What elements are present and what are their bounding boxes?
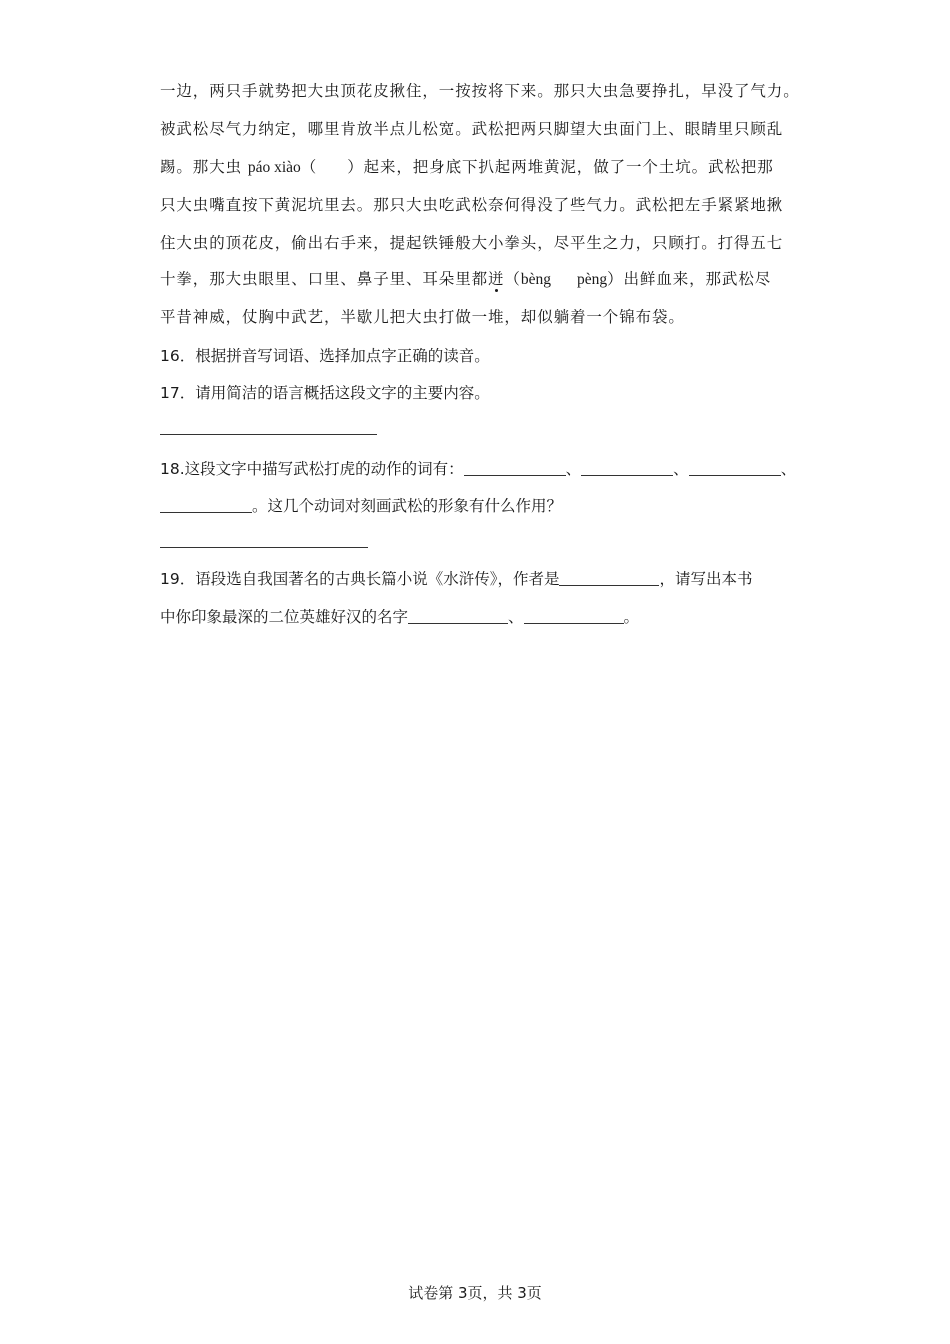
passage-line: 一边，两只手就势把大虫顶花皮揪住，一按按将下来。那只大虫急要挣扎，早没了气力。 xyxy=(160,82,800,100)
open-paren: （ xyxy=(504,270,521,288)
separator: 、 xyxy=(780,460,797,478)
question-18 xyxy=(160,457,796,479)
separator: 、 xyxy=(508,608,524,626)
q19-author-blank[interactable] xyxy=(559,571,659,586)
q19-hero-blank-1[interactable] xyxy=(408,609,508,624)
page-number: 试卷第 3页，共 3页 xyxy=(408,1284,542,1302)
passage-line xyxy=(160,155,774,177)
question-18-cont xyxy=(160,494,562,516)
pinyin-prompt: páo xiào xyxy=(247,159,301,176)
question-18-text: 。这几个动词对刻画武松的形象有什么作用？ xyxy=(252,497,563,515)
question-19-text: ，请写出本书 xyxy=(659,570,753,588)
passage-line: 住大虫的顶花皮，偷出右手来，提起铁锤般大小拳头，尽平生之力，只顾打。打得五七 xyxy=(160,234,784,252)
question-19-cont xyxy=(160,605,639,627)
question-17: 17．请用简洁的语言概括这段文字的主要内容。 xyxy=(160,384,490,402)
passage-line: 只大虫嘴直按下黄泥坑里去。那只大虫吃武松奈何得没了些气力。武松把左手紧紧地揪 xyxy=(160,196,784,214)
close-paren: ） xyxy=(347,158,364,176)
passage-line: 被武松尽气力纳定，哪里肯放半点儿松宽。武松把两只脚望大虫面门上、眼睛里只顾乱 xyxy=(160,120,784,138)
dotted-character: 迸 xyxy=(488,270,505,288)
question-16: 16．根据拼音写词语、选择加点字正确的读音。 xyxy=(160,347,490,365)
open-paren: （ xyxy=(300,158,318,176)
question-19-text: 19．语段选自我国著名的古典长篇小说《水浒传》，作者是 xyxy=(160,570,560,588)
close-paren: ） xyxy=(607,270,624,288)
passage-text: 踢。那大虫 xyxy=(160,158,243,176)
question-19-text: 中你印象最深的二位英雄好汉的名字 xyxy=(160,608,409,626)
reading-option[interactable]: bèng xyxy=(520,271,551,288)
q18-blank-4[interactable] xyxy=(160,498,252,513)
passage-text: 十拳，那大虫眼里、口里、鼻子里、耳朵里都 xyxy=(160,270,489,288)
reading-option[interactable]: pèng xyxy=(576,271,608,288)
passage-text: 出鲜血来，那武松尽 xyxy=(623,270,772,288)
q18-blank-3[interactable] xyxy=(689,461,781,476)
separator: 、 xyxy=(565,460,582,478)
q17-answer-line[interactable] xyxy=(160,434,377,435)
q18-blank-2[interactable] xyxy=(581,461,673,476)
passage-line: 平昔神威，仗胸中武艺，半歇儿把大虫打做一堆，却似躺着一个锦布袋。 xyxy=(160,308,685,326)
q19-hero-blank-2[interactable] xyxy=(524,609,624,624)
q18-blank-1[interactable] xyxy=(464,461,566,476)
passage-text: 起来，把身底下扒起两堆黄泥，做了一个土坑。武松把那 xyxy=(363,158,774,176)
separator: 、 xyxy=(673,460,689,478)
q18-answer-line[interactable] xyxy=(160,547,368,548)
question-19 xyxy=(160,567,753,589)
period: 。 xyxy=(623,608,640,626)
question-18-text: 18.这段文字中描写武松打虎的动作的词有： xyxy=(160,460,464,478)
passage-line xyxy=(160,267,771,289)
